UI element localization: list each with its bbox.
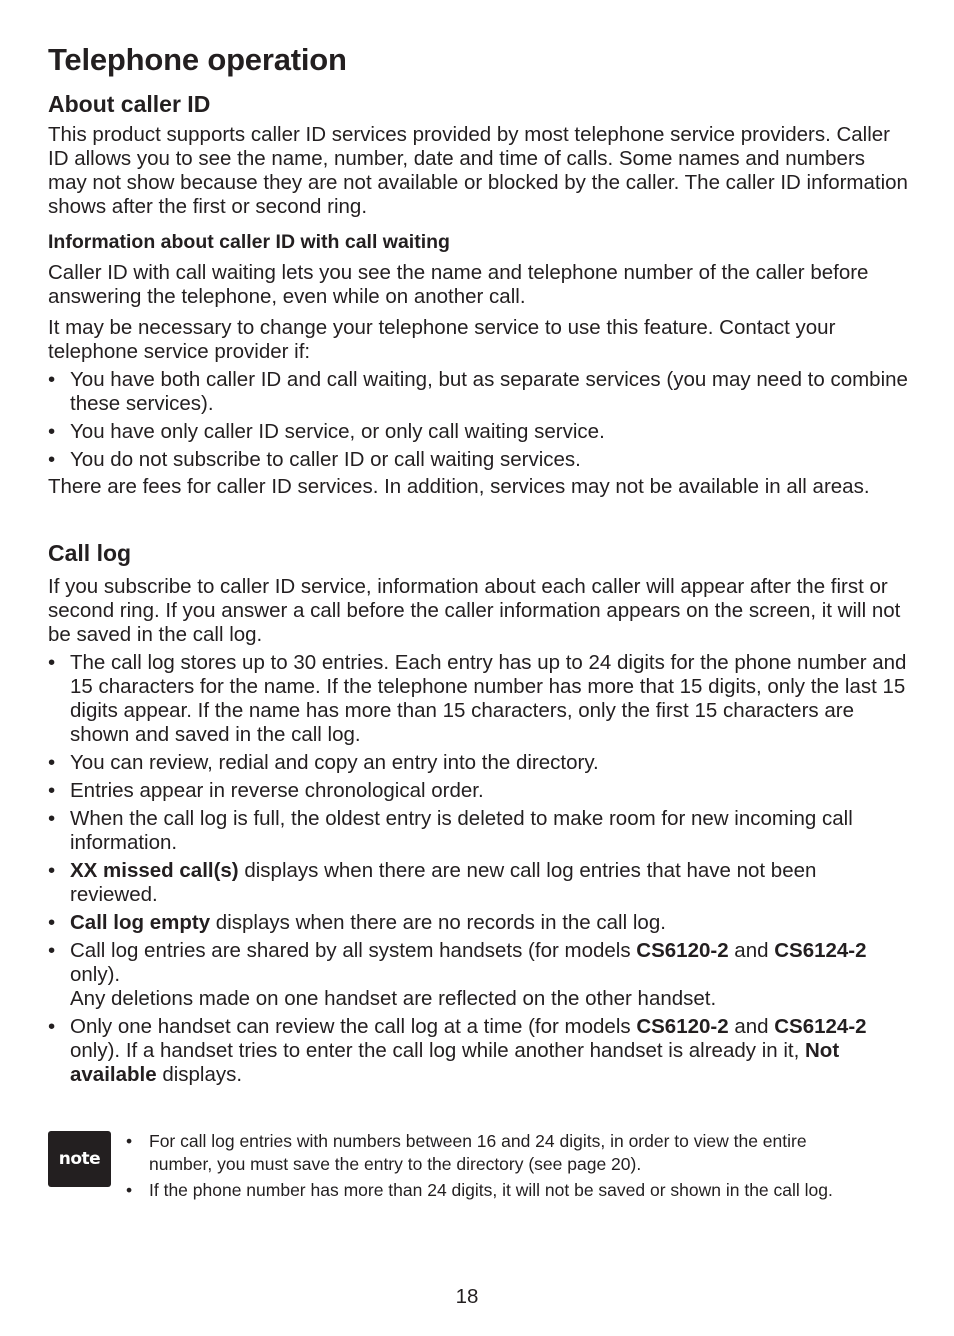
model-name: CS6124-2 <box>774 1015 867 1038</box>
list-item: • The call log stores up to 30 entries. Each entry has up to 24 digits for the phone number and 15 characters for the name. If the telephone number has more that 15 digits, only the last 15 digits appear. If the name has more than 15 characters, only the first 15 characters are shown and saved in the call log. <box>48 651 908 747</box>
call-log-heading: Call log <box>48 540 132 566</box>
caller-id-fees: There are fees for caller ID services. In addition, services may not be available in all areas. <box>48 475 870 498</box>
call-log-bullet-list <box>48 651 908 1087</box>
page-content <box>48 40 908 1087</box>
note-item: • If the phone number has more than 24 digits, it will not be saved or shown in the call log. <box>126 1179 856 1202</box>
call-waiting-subheading: Information about caller ID with call waiting <box>48 231 450 253</box>
model-name: CS6124-2 <box>774 939 867 962</box>
model-name: CS6120-2 <box>636 939 729 962</box>
call-waiting-p1: Caller ID with call waiting lets you see the name and telephone number of the caller before answering the telephone, even while on another call. <box>48 261 869 308</box>
call-log-empty-label: Call log empty <box>70 911 211 934</box>
list-item: • You do not subscribe to caller ID or call waiting services. <box>48 448 908 472</box>
note-icon: note <box>48 1131 111 1187</box>
call-log-intro: If you subscribe to caller ID service, information about each caller will appear after the first or second ring. If you answer a call before the caller information appears on the screen, it will not be saved in the call log. <box>48 575 901 646</box>
model-name: CS6120-2 <box>636 1015 729 1038</box>
list-item: • XX missed call(s) displays when there are new call log entries that have not been reviewed. <box>48 859 908 907</box>
list-item: • Call log empty displays when there are no records in the call log. <box>48 911 908 935</box>
caller-id-heading: About caller ID <box>48 91 211 117</box>
list-item: • Only one handset can review the call log at a time (for models CS6120-2 and CS6124-2 only). If a handset tries to enter the call log while another handset is already in it, Not available displays. <box>48 1015 908 1087</box>
list-item: • Entries appear in reverse chronological order. <box>48 779 908 803</box>
missed-calls-label: XX missed call(s) <box>70 859 239 882</box>
caller-id-bullet-list <box>48 368 908 472</box>
page-title: Telephone operation <box>48 42 347 77</box>
not-available-label: Not available <box>70 1039 840 1086</box>
list-item: • You can review, redial and copy an entry into the directory. <box>48 751 908 775</box>
caller-id-intro: This product supports caller ID services provided by most telephone service providers. Caller ID allows you to see the name, number, date and time of calls. Some names and numbers may not show because they are not available or blocked by the caller. The caller ID information shows after the first or second ring. <box>48 123 908 218</box>
note-item: • For call log entries with numbers between 16 and 24 digits, in order to view the entire number, you must save the entry to the directory (see page 20). <box>126 1130 856 1176</box>
page-number: 18 <box>455 1285 479 1308</box>
list-item: • When the call log is full, the oldest entry is deleted to make room for new incoming call information. <box>48 807 908 855</box>
call-waiting-p2: It may be necessary to change your telephone service to use this feature. Contact your telephone service provider if: <box>48 316 836 363</box>
list-item: • Call log entries are shared by all system handsets (for models CS6120-2 and CS6124-2 only). Any deletions made on one handset are reflected on the other handset. <box>48 939 908 1011</box>
note-list <box>126 1127 856 1202</box>
list-item: • You have both caller ID and call waiting, but as separate services (you may need to combine these services). <box>48 368 908 416</box>
list-item: • You have only caller ID service, or only call waiting service. <box>48 420 908 444</box>
